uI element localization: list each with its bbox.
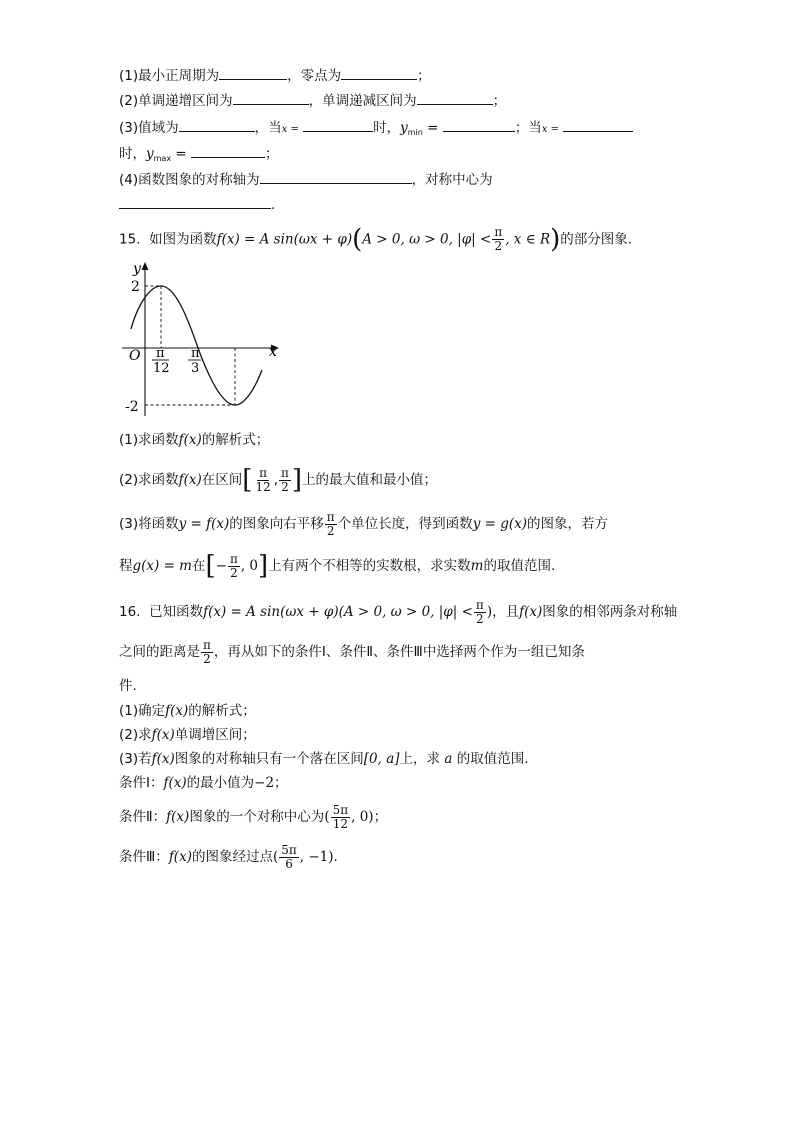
answer-blank [119,196,271,209]
fraction-5pi-over-12: $\frac{5\pi}{12}$ [332,802,349,831]
y-axis-arrow [142,262,149,270]
q16-part1: (1)确定f(x)的解析式； [119,703,256,719]
fraction-pi-over-12: $\frac{\pi}{12}$ [255,465,271,494]
y-axis-label: y [133,261,141,277]
answer-blank [443,119,515,132]
q16-condition-3: 条件Ⅲ：f(x)的图象经过点( $\frac{5\pi}{6}$ , −1). [119,842,338,871]
q16-part2: (2)求f(x)单调增区间； [119,727,256,743]
answer-blank [341,67,417,80]
q14-item2: (2)单调递增区间为 ，单调递减区间为 ； [119,93,507,109]
tick-pi-12-num: π [156,346,165,361]
answer-blank [191,145,265,158]
q14-item3: (3)值域为 ，当x = 时，$y_{min}$ = ；当x = [119,118,633,143]
q15-stem: 15. 如图为函数f(x) = A sin(ωx + φ)(A > 0, ω > 0, |φ| < $\frac{\pi}{2}$ , x ∈ R)的部分图象. [119,224,633,255]
q14-item3b: 时，$y_{max}$ = ； [119,146,279,163]
answer-blank [233,92,309,105]
q16-line3: 件. [119,678,137,694]
fraction-pi-over-2: $\frac{\pi}{2}$ [281,465,289,494]
y-min-label: -2 [125,399,139,415]
q14-item4b: . [119,195,275,215]
answer-blank [219,67,287,80]
q15-part2: (2)求函数f(x)在区间[ $\frac{\pi}{12}$ , $\frac{\pi}{2}$ ]上的最大值和最小值； [119,465,438,495]
q16-condition-2: 条件Ⅱ：f(x)图象的一个对称中心为( $\frac{5\pi}{12}$ , 0)； [119,802,388,831]
origin-label: O [129,348,141,364]
q15-part3: (3)将函数y = f(x)的图象向右平移 $\frac{\pi}{2}$ 个单位长度，得到函数y = g(x)的图象，若方 [119,509,608,538]
q16-line2: 之间的距离是 $\frac{\pi}{2}$ ，再从如下的条件Ⅰ、条件Ⅱ、条件Ⅲ中选择两个作为一组已知条 [119,637,585,666]
fraction-pi-over-2: $\frac{\pi}{2}$ [475,597,484,626]
fraction-pi-over-2: $\frac{\pi}{2}$ [494,225,503,253]
q16-condition-1: 条件Ⅰ：f(x)的最小值为−2； [119,775,288,791]
x-axis-label: x [269,344,277,360]
sine-graph [119,256,284,421]
q15-part1: (1)求函数f(x)的解析式； [119,432,270,448]
q15-part3b: 程g(x) = m在[− $\frac{\pi}{2}$ , 0]上有两个不相等的实数根，求实数m的取值范围. [119,551,556,581]
tick-pi-3-den: 3 [191,361,200,376]
q16-part3: (3)若f(x)图象的对称轴只有一个落在区间[0, a]上，求 a 的取值范围. [119,751,529,767]
fraction-pi-over-2: $\frac{\pi}{2}$ [229,551,238,580]
answer-blank [563,119,633,132]
answer-blank [179,119,255,132]
q14-item1: (1)最小正周期为 ，零点为 ； [119,68,431,84]
q14-item4: (4)函数图象的对称轴为 ，对称中心为 [119,172,493,188]
answer-blank [303,119,373,132]
answer-blank [417,92,493,105]
fraction-pi-over-2: $\frac{\pi}{2}$ [326,509,335,538]
y-max-label: 2 [131,279,140,295]
tick-pi-3-num: π [191,346,200,361]
fraction-pi-over-2: $\frac{\pi}{2}$ [203,637,211,666]
q16-stem: 16. 已知函数f(x) = A sin(ωx + φ)(A > 0, ω > 0, |φ| < $\frac{\pi}{2}$ )，且f(x)图象的相邻两条对称轴 [119,597,678,626]
answer-blank [260,171,412,184]
tick-pi-12-den: 12 [153,361,170,376]
fraction-5pi-over-6: $\frac{5\pi}{6}$ [281,842,297,871]
